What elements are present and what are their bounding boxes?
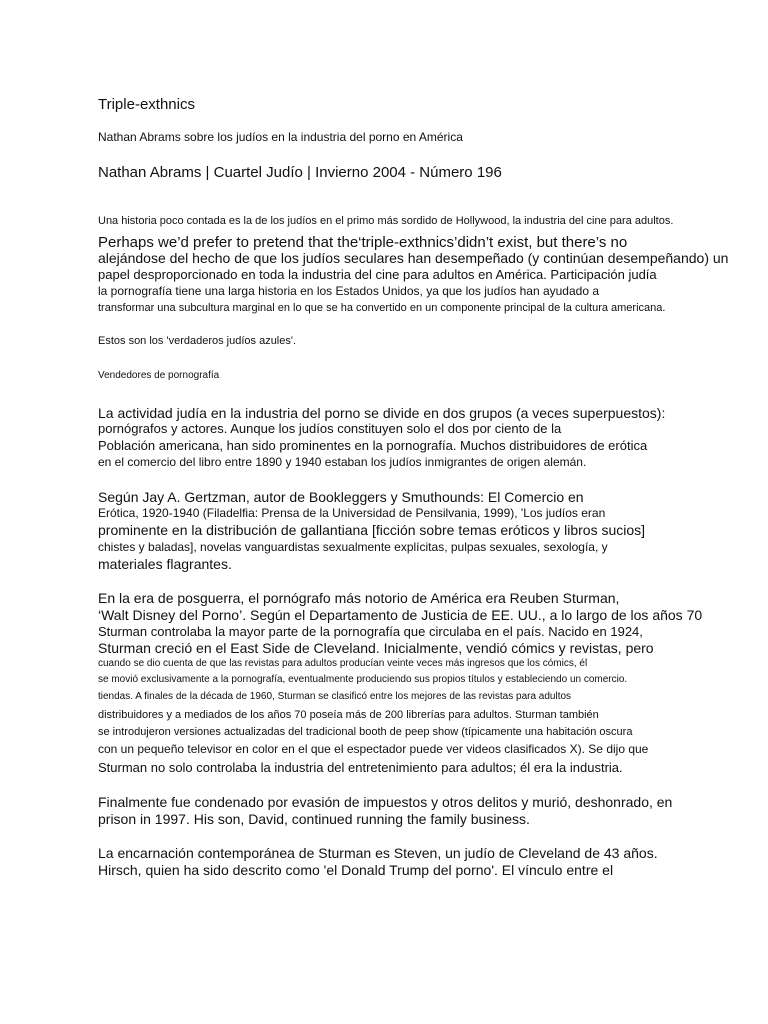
paragraph-line: pornógrafos y actores. Aunque los judíos constituyen solo el dos por ciento de la	[98, 421, 562, 436]
paragraph-line: en el comercio del libro entre 1890 y 1940 estaban los judíos inmigrantes de origen alemán.	[98, 455, 587, 469]
paragraph-line: prison in 1997. His son, David, continued running the family business.	[98, 811, 530, 827]
paragraph-line: chistes y baladas], novelas vanguardistas sexualmente explícitas, pulpas sexuales, sexología, y	[98, 540, 608, 554]
paragraph-line: Erótica, 1920-1940 (Filadelfia: Prensa de la Universidad de Pensilvania, 1999), 'Los judíos eran	[98, 506, 606, 520]
byline: Nathan Abrams | Cuartel Judío | Invierno 2004 - Número 196	[98, 164, 502, 181]
blue-jews-line: Estos son los 'verdaderos judíos azules'.	[98, 335, 297, 347]
section-heading: Vendedores de pornografía	[98, 370, 220, 381]
paragraph-line: Hirsch, quien ha sido descrito como 'el Donald Trump del porno'. El vínculo entre el	[98, 862, 614, 878]
intro-line: Una historia poco contada es la de los judíos en el primo más sordido de Hollywood, la industria del cine para adultos.	[98, 215, 674, 227]
paragraph-line: con un pequeño televisor en color en el que el espectador puede ver videos clasificados X). Se dijo que	[98, 742, 649, 756]
paragraph-line: Sturman no solo controlaba la industria del entretenimiento para adultos; él era la industria.	[98, 760, 623, 775]
paragraph-line: materiales flagrantes.	[98, 556, 232, 572]
paragraph-line: Población americana, han sido prominentes en la pornografía. Muchos distribuidores de erótica	[98, 438, 648, 453]
paragraph-line: distribuidores y a mediados de los años 70 poseía más de 200 librerías para adultos. Sturman también	[98, 709, 599, 721]
intro-line: papel desproporcionado en toda la industria del cine para adultos en América. Participación judía	[98, 267, 657, 282]
document-title: Triple-exthnics	[98, 96, 195, 113]
paragraph-line: prominente en la distribución de gallantiana [ficción sobre temas eróticos y libros sucios]	[98, 522, 646, 538]
intro-line: Perhaps we’d prefer to pretend that the‘triple-exthnics’didn’t exist, but there’s no	[98, 234, 628, 251]
intro-line: alejándose del hecho de que los judíos seculares han desempeñado (y continúan desempeñando) un	[98, 250, 729, 266]
paragraph-line: tiendas. A finales de la década de 1960, Sturman se clasificó entre los mejores de las revistas para adultos	[98, 691, 572, 702]
document-subtitle: Nathan Abrams sobre los judíos en la industria del porno en América	[98, 130, 463, 144]
paragraph-line: cuando se dio cuenta de que las revistas para adultos producían veinte veces más ingresos que los cómics, él	[98, 658, 588, 669]
paragraph-line: ‘Walt Disney del Porno’. Según el Departamento de Justicia de EE. UU., a lo largo de los años 70	[98, 607, 703, 623]
paragraph-line: Sturman controlaba la mayor parte de la pornografía que circulaba en el país. Nacido en 1924,	[98, 624, 643, 639]
paragraph-line: Finalmente fue condenado por evasión de impuestos y otros delitos y murió, deshonrado, en	[98, 794, 673, 810]
paragraph-line: se movió exclusivamente a la pornografía, eventualmente produciendo sus propios títulos y estableciendo un comercio.	[98, 674, 628, 685]
paragraph-line: se introdujeron versiones actualizadas del tradicional booth de peep show (típicamente una habitación oscura	[98, 726, 633, 738]
paragraph-line: Sturman creció en el East Side de Cleveland. Inicialmente, vendió cómics y revistas, pero	[98, 640, 654, 656]
paragraph-line: En la era de posguerra, el pornógrafo más notorio de América era Reuben Sturman,	[98, 590, 620, 606]
paragraph-line: La encarnación contemporánea de Sturman es Steven, un judío de Cleveland de 43 años.	[98, 845, 658, 861]
intro-line: la pornografía tiene una larga historia en los Estados Unidos, ya que los judíos han ayudado a	[98, 284, 599, 298]
intro-line: transformar una subcultura marginal en lo que se ha convertido en un componente principal de la cultura americana.	[98, 302, 666, 314]
paragraph-line: Según Jay A. Gertzman, autor de Bookleggers y Smuthounds: El Comercio en	[98, 489, 584, 505]
paragraph-line: La actividad judía en la industria del porno se divide en dos grupos (a veces superpuestos):	[98, 405, 666, 421]
